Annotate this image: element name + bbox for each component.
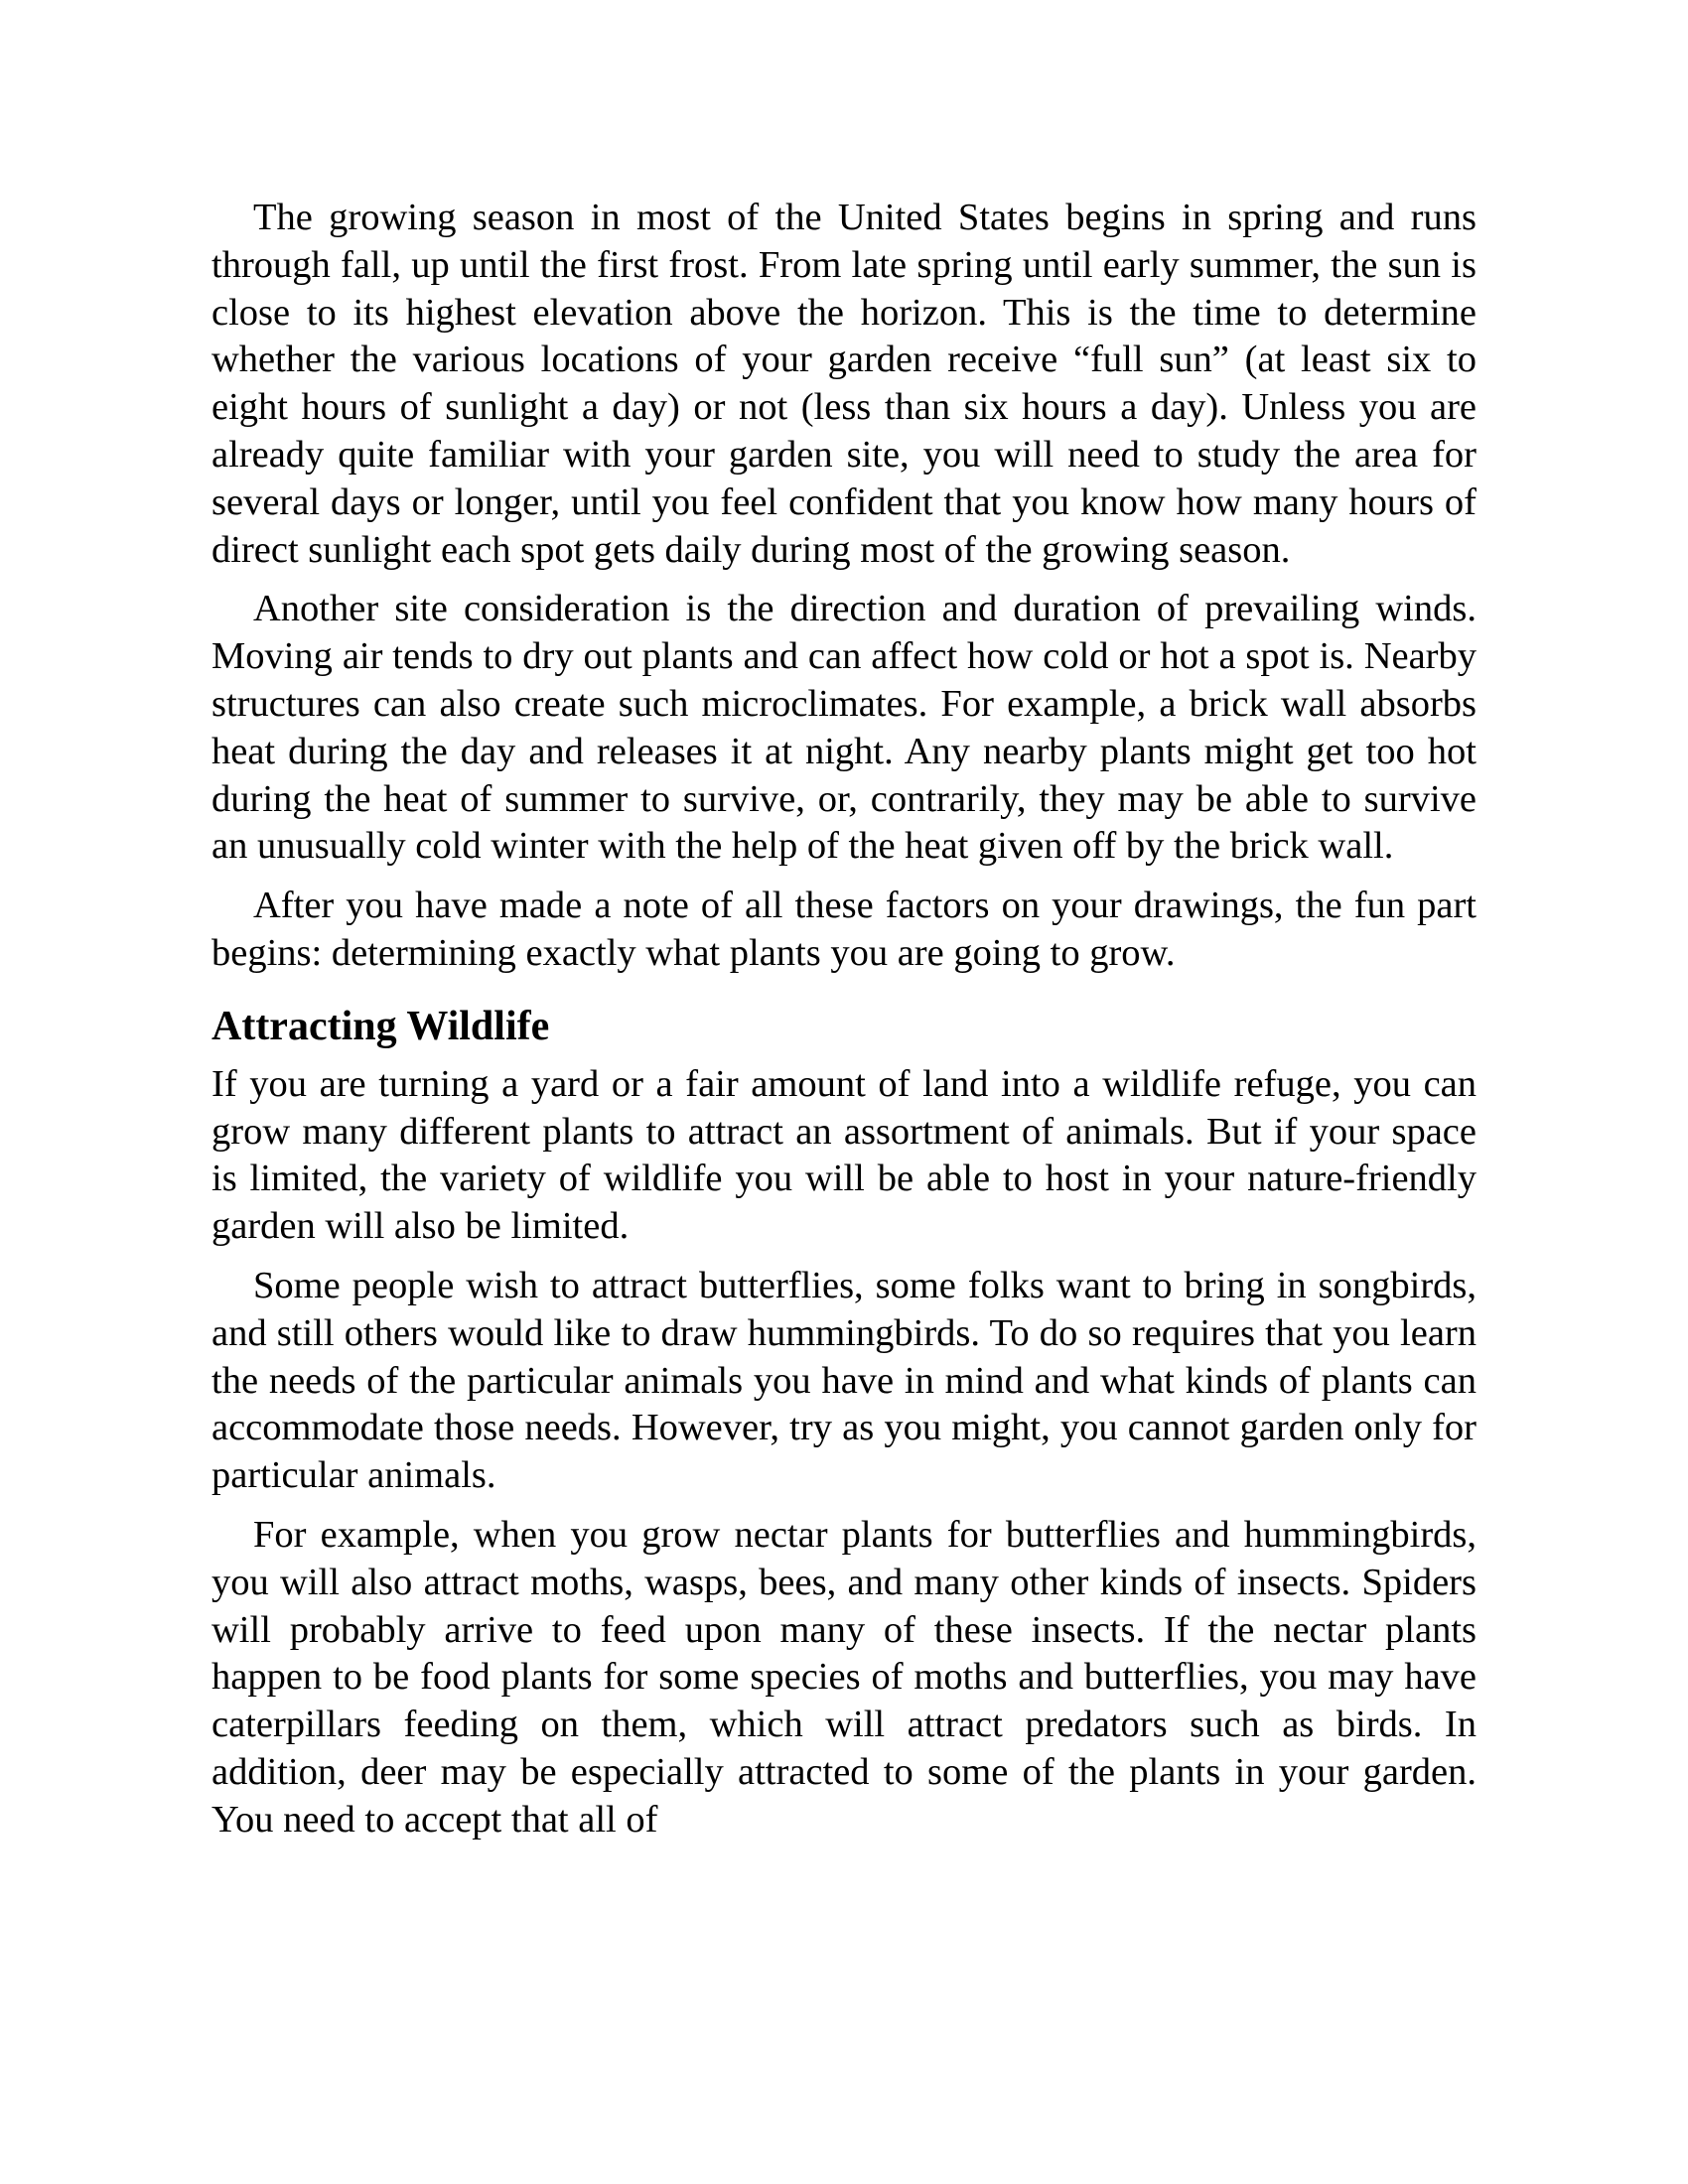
paragraph-attract-animals: Some people wish to attract butterflies, some folks want to bring in songbirds, and still others would like to draw hummingbirds. To do so requires that you learn the needs of the particular animals you have in mind and what kinds of plants can accommodate those needs. However, try as you might, you cannot garden only for particular animals. bbox=[211, 1264, 1477, 1497]
paragraph-wildlife-refuge: If you are turning a yard or a fair amount of land into a wildlife refuge, you can grow many different plants to attract an assortment of animals. But if your space is limited, the variety of wildlife you will be able to host in your nature-friendly garden will also be limited. bbox=[211, 1062, 1477, 1248]
page-body bbox=[211, 195, 1477, 1844]
section-heading: Attracting Wildlife bbox=[211, 1003, 550, 1049]
paragraph-fun-part: After you have made a note of all these factors on your drawings, the fun part begins: determining exactly what plants you are going to grow. bbox=[211, 885, 1477, 974]
paragraph-prevailing-winds: Another site consideration is the direction and duration of prevailing winds. Moving air tends to dry out plants and can affect how cold or hot a spot is. Nearby structures can also create such microclimates. For example, a brick wall absorbs heat during the day and releases it at night. Any nearby plants might get too hot during the heat of summer to survive, or, contrarily, they may be able to survive an unusually cold winter with the help of the heat given off by the brick wall. bbox=[211, 588, 1477, 868]
paragraph-growing-season: The growing season in most of the United States begins in spring and runs through fall, up until the first frost. From late spring until early summer, the sun is close to its highest elevation above the horizon. This is the time to determine whether the various locations of your garden receive “full sun” (at least six to eight hours of sunlight a day) or not (less than six hours a day). Unless you are already quite familiar with your garden site, you will need to study the area for several days or longer, until you feel confident that you know how many hours of direct sunlight each spot gets daily during most of the growing season. bbox=[211, 197, 1477, 571]
paragraph-nectar-plants: For example, when you grow nectar plants for butterflies and hummingbirds, you will also attract moths, wasps, bees, and many other kinds of insects. Spiders will probably arrive to feed upon many of these insects. If the nectar plants happen to be food plants for some species of moths and butterflies, you may have caterpillars feeding on them, which will attract predators such as birds. In addition, deer may be especially attracted to some of the plants in your garden. You need to accept that all of bbox=[211, 1513, 1477, 1841]
